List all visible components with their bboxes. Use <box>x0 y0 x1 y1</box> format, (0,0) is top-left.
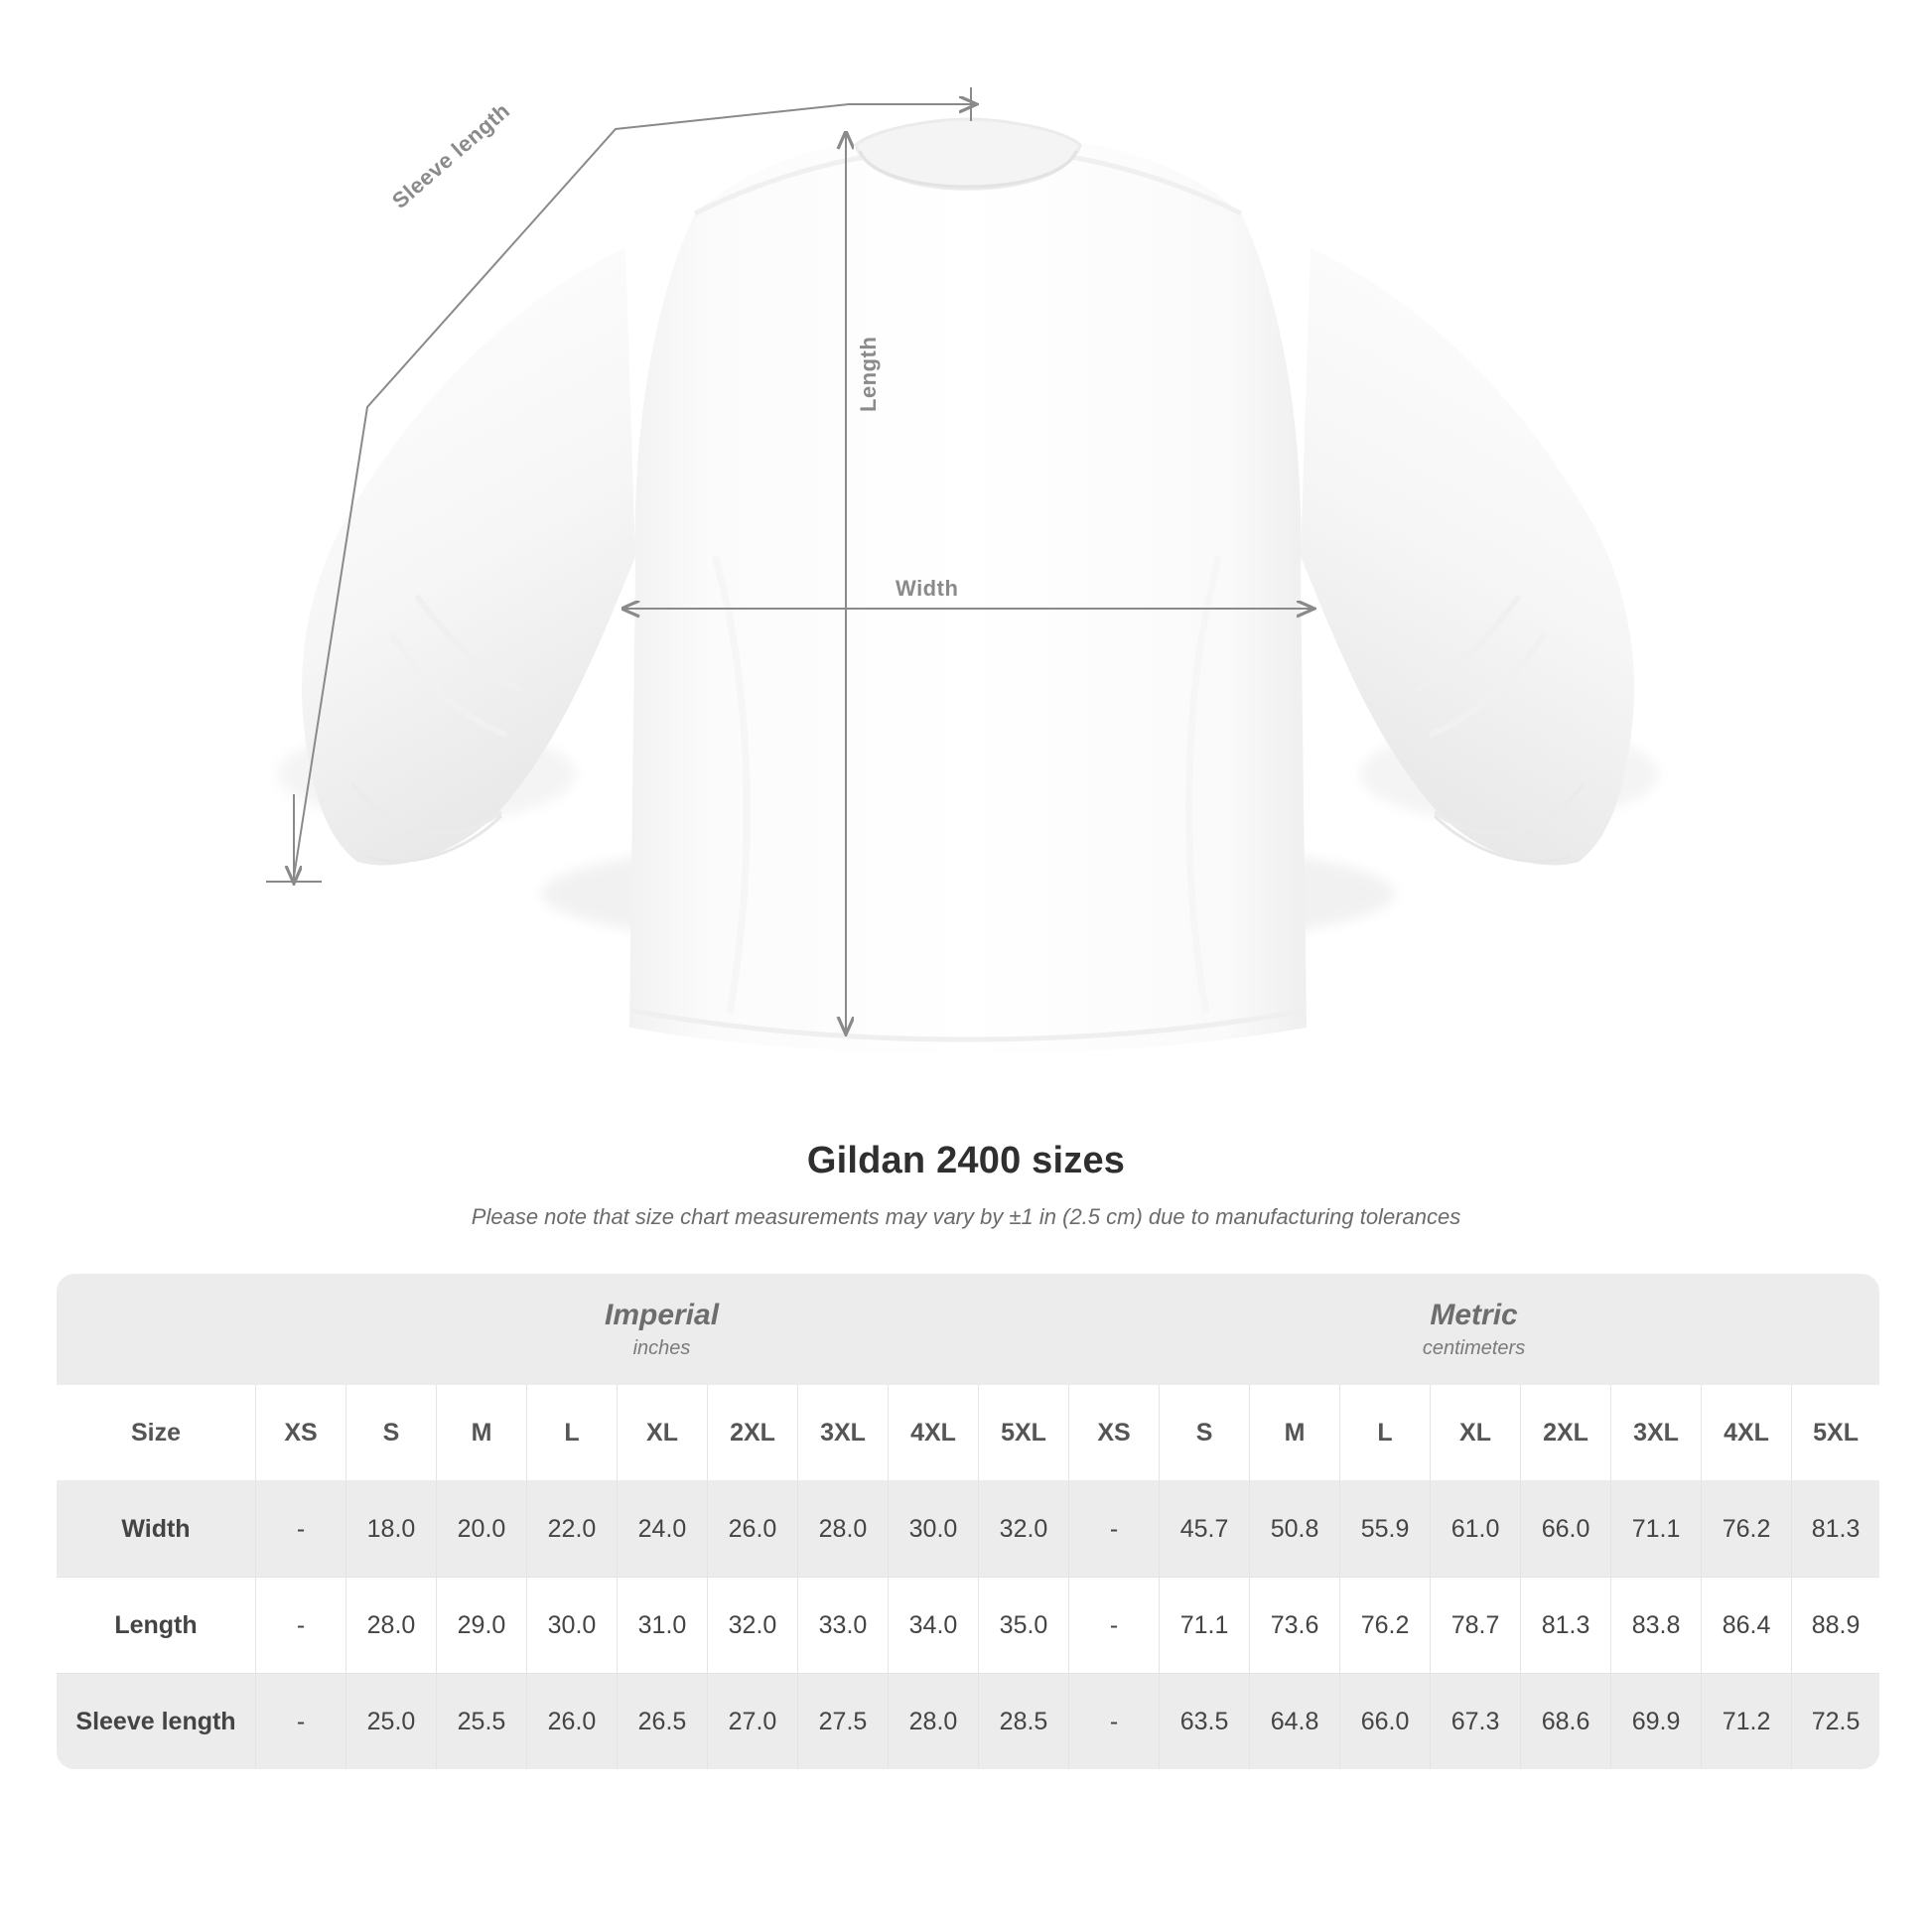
cell-sleeve-met-2xl: 68.6 <box>1520 1674 1610 1769</box>
cell-width-met-xs: - <box>1068 1481 1159 1578</box>
cell-sleeve-imp-4xl: 28.0 <box>888 1674 978 1769</box>
cell-length-imp-2xl: 32.0 <box>707 1578 797 1674</box>
cell-sleeve-imp-xl: 26.5 <box>617 1674 707 1769</box>
cell-length-met-2xl: 81.3 <box>1520 1578 1610 1674</box>
cell-length-imp-xs: - <box>255 1578 345 1674</box>
cell-width-met-l: 55.9 <box>1339 1481 1430 1578</box>
cell-sleeve-imp-s: 25.0 <box>345 1674 436 1769</box>
width-label: Width <box>896 576 959 601</box>
unit-header-row <box>57 1274 1879 1385</box>
cell-width-met-3xl: 71.1 <box>1610 1481 1701 1578</box>
row-label-length: Length <box>57 1578 255 1674</box>
row-label-sleeve-length: Sleeve length <box>57 1674 255 1769</box>
cell-width-met-4xl: 76.2 <box>1701 1481 1791 1578</box>
size-table-wrap <box>57 1274 1875 1769</box>
cell-length-met-m: 73.6 <box>1249 1578 1339 1674</box>
col-header-imp-xs: XS <box>255 1385 345 1481</box>
metric-group-header <box>1068 1274 1879 1385</box>
cell-length-imp-s: 28.0 <box>345 1578 436 1674</box>
imperial-unit: inches <box>632 1337 691 1359</box>
page-title: Gildan 2400 sizes <box>806 1140 1126 1181</box>
cell-width-imp-m: 20.0 <box>436 1481 526 1578</box>
size-header-row <box>57 1385 1879 1481</box>
cell-width-imp-5xl: 32.0 <box>978 1481 1068 1578</box>
cell-sleeve-imp-l: 26.0 <box>526 1674 617 1769</box>
cell-length-met-s: 71.1 <box>1159 1578 1249 1674</box>
cell-length-met-xl: 78.7 <box>1430 1578 1520 1674</box>
cell-width-imp-l: 22.0 <box>526 1481 617 1578</box>
cell-length-met-5xl: 88.9 <box>1791 1578 1879 1674</box>
col-header-met-2xl: 2XL <box>1520 1385 1610 1481</box>
cell-width-met-5xl: 81.3 <box>1791 1481 1879 1578</box>
col-header-met-s: S <box>1159 1385 1249 1481</box>
cell-sleeve-imp-5xl: 28.5 <box>978 1674 1068 1769</box>
table-row <box>57 1674 1879 1769</box>
size-table <box>57 1274 1879 1769</box>
cell-length-met-3xl: 83.8 <box>1610 1578 1701 1674</box>
col-header-met-3xl: 3XL <box>1610 1385 1701 1481</box>
cell-width-imp-4xl: 30.0 <box>888 1481 978 1578</box>
col-header-met-4xl: 4XL <box>1701 1385 1791 1481</box>
metric-unit: centimeters <box>1422 1337 1526 1359</box>
cell-width-imp-2xl: 26.0 <box>707 1481 797 1578</box>
metric-label: Metric <box>1430 1299 1518 1331</box>
col-header-imp-l: L <box>526 1385 617 1481</box>
row-label-width: Width <box>57 1481 255 1578</box>
cell-length-imp-xl: 31.0 <box>617 1578 707 1674</box>
page-subtitle: Please note that size chart measurements may vary by ±1 in (2.5 cm) due to manufacturing tolerances <box>471 1204 1461 1229</box>
cell-width-met-2xl: 66.0 <box>1520 1481 1610 1578</box>
sleeve-length-label: Sleeve length <box>387 97 515 213</box>
col-header-imp-m: M <box>436 1385 526 1481</box>
cell-sleeve-imp-3xl: 27.5 <box>797 1674 888 1769</box>
table-corner <box>57 1274 255 1385</box>
cell-width-imp-s: 18.0 <box>345 1481 436 1578</box>
col-header-imp-s: S <box>345 1385 436 1481</box>
cell-length-met-xs: - <box>1068 1578 1159 1674</box>
cell-width-imp-xl: 24.0 <box>617 1481 707 1578</box>
cell-sleeve-met-xs: - <box>1068 1674 1159 1769</box>
cell-width-met-s: 45.7 <box>1159 1481 1249 1578</box>
cell-sleeve-met-xl: 67.3 <box>1430 1674 1520 1769</box>
size-header-label: Size <box>57 1385 255 1481</box>
col-header-imp-xl: XL <box>617 1385 707 1481</box>
imperial-label: Imperial <box>604 1299 720 1331</box>
cell-length-met-4xl: 86.4 <box>1701 1578 1791 1674</box>
length-label: Length <box>856 336 881 412</box>
col-header-imp-2xl: 2XL <box>707 1385 797 1481</box>
col-header-imp-5xl: 5XL <box>978 1385 1068 1481</box>
col-header-met-5xl: 5XL <box>1791 1385 1879 1481</box>
cell-sleeve-imp-xs: - <box>255 1674 345 1769</box>
cell-width-met-xl: 61.0 <box>1430 1481 1520 1578</box>
cell-width-imp-xs: - <box>255 1481 345 1578</box>
cell-sleeve-imp-m: 25.5 <box>436 1674 526 1769</box>
cell-sleeve-met-m: 64.8 <box>1249 1674 1339 1769</box>
cell-sleeve-met-l: 66.0 <box>1339 1674 1430 1769</box>
col-header-met-xl: XL <box>1430 1385 1520 1481</box>
table-row <box>57 1578 1879 1674</box>
imperial-group-header <box>255 1274 1068 1385</box>
cell-sleeve-met-s: 63.5 <box>1159 1674 1249 1769</box>
cell-length-imp-5xl: 35.0 <box>978 1578 1068 1674</box>
col-header-imp-4xl: 4XL <box>888 1385 978 1481</box>
cell-sleeve-imp-2xl: 27.0 <box>707 1674 797 1769</box>
table-row <box>57 1481 1879 1578</box>
cell-length-imp-l: 30.0 <box>526 1578 617 1674</box>
cell-length-imp-4xl: 34.0 <box>888 1578 978 1674</box>
cell-sleeve-met-3xl: 69.9 <box>1610 1674 1701 1769</box>
cell-length-imp-m: 29.0 <box>436 1578 526 1674</box>
cell-width-met-m: 50.8 <box>1249 1481 1339 1578</box>
col-header-met-l: L <box>1339 1385 1430 1481</box>
cell-width-imp-3xl: 28.0 <box>797 1481 888 1578</box>
col-header-met-xs: XS <box>1068 1385 1159 1481</box>
cell-sleeve-met-5xl: 72.5 <box>1791 1674 1879 1769</box>
col-header-met-m: M <box>1249 1385 1339 1481</box>
cell-length-imp-3xl: 33.0 <box>797 1578 888 1674</box>
col-header-imp-3xl: 3XL <box>797 1385 888 1481</box>
cell-sleeve-met-4xl: 71.2 <box>1701 1674 1791 1769</box>
cell-length-met-l: 76.2 <box>1339 1578 1430 1674</box>
